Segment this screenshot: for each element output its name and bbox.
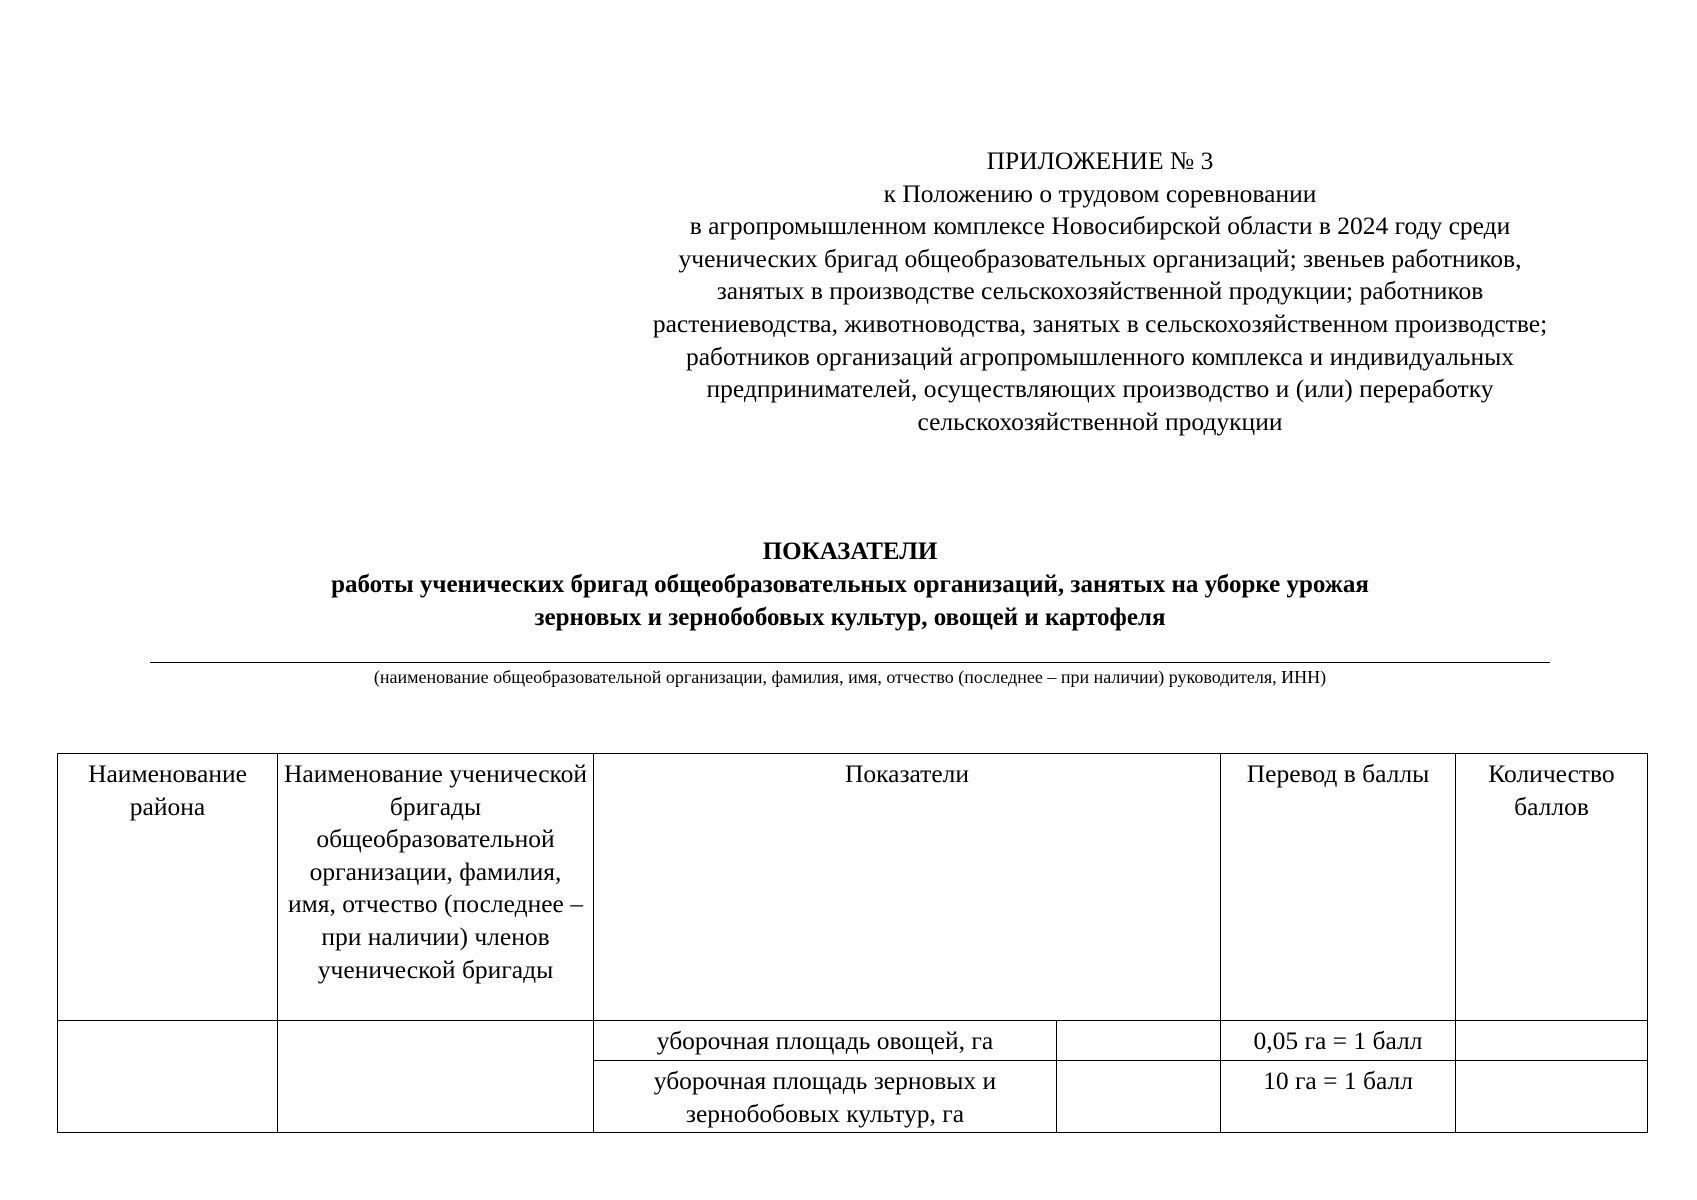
appendix-line: предпринимателей, осуществляющих производство и (или) переработку — [706, 374, 1494, 404]
brigade-cell — [278, 1021, 594, 1133]
points-cell — [1456, 1021, 1648, 1061]
header-points: Количество баллов — [1456, 754, 1648, 1021]
appendix-line: к Положению о трудовом соревновании — [883, 178, 1317, 208]
table-row — [58, 1021, 1648, 1061]
document-subtitle-line: работы ученических бригад общеобразовательных организаций, занятых на уборке урожая — [331, 571, 1369, 598]
document-subtitle-line: зерновых и зернобобовых культур, овощей и картофеля — [534, 604, 1166, 631]
organization-fill-line — [150, 662, 1550, 663]
conversion-cell: 0,05 га = 1 балл — [1221, 1021, 1456, 1061]
indicators-table — [57, 753, 1648, 1133]
indicator-name-cell: уборочная площадь зерновых и зернобобовых культур, га — [594, 1061, 1057, 1133]
district-cell — [58, 1021, 278, 1133]
indicator-value-cell — [1057, 1061, 1221, 1133]
header-brigade: Наименование ученической бригады общеобразовательной организации, фамилия, имя, отчество (последнее – при наличии) членов ученической бригады — [278, 754, 594, 1021]
header-indicators: Показатели — [594, 754, 1221, 1021]
header-conversion: Перевод в баллы — [1221, 754, 1456, 1021]
header-district: Наименование района — [58, 754, 278, 1021]
indicator-name-cell: уборочная площадь овощей, га — [594, 1021, 1057, 1061]
document-heading — [150, 535, 1550, 634]
appendix-line: растениеводства, животноводства, занятых в сельскохозяйственном производстве; — [652, 308, 1548, 338]
document-title: ПОКАЗАТЕЛИ — [762, 538, 938, 565]
appendix-line: занятых в производстве сельскохозяйственной продукции; работников — [716, 276, 1484, 306]
conversion-cell: 10 га = 1 балл — [1221, 1061, 1456, 1133]
appendix-line: работников организаций агропромышленного комплекса и индивидуальных — [685, 341, 1514, 371]
table-header-row — [58, 754, 1648, 1021]
appendix-number: ПРИЛОЖЕНИЕ № 3 — [986, 146, 1214, 175]
appendix-line: ученических бригад общеобразовательных организаций; звеньев работников, — [678, 243, 1522, 273]
appendix-block — [560, 145, 1640, 438]
organization-fill-caption: (наименование общеобразовательной организации, фамилия, имя, отчество (последнее – при наличии) руководителя, ИНН) — [373, 667, 1327, 687]
appendix-line: в агропромышленном комплексе Новосибирской области в 2024 году среди — [689, 211, 1511, 241]
appendix-line: сельскохозяйственной продукции — [917, 406, 1283, 436]
indicator-value-cell — [1057, 1021, 1221, 1061]
points-cell — [1456, 1061, 1648, 1133]
